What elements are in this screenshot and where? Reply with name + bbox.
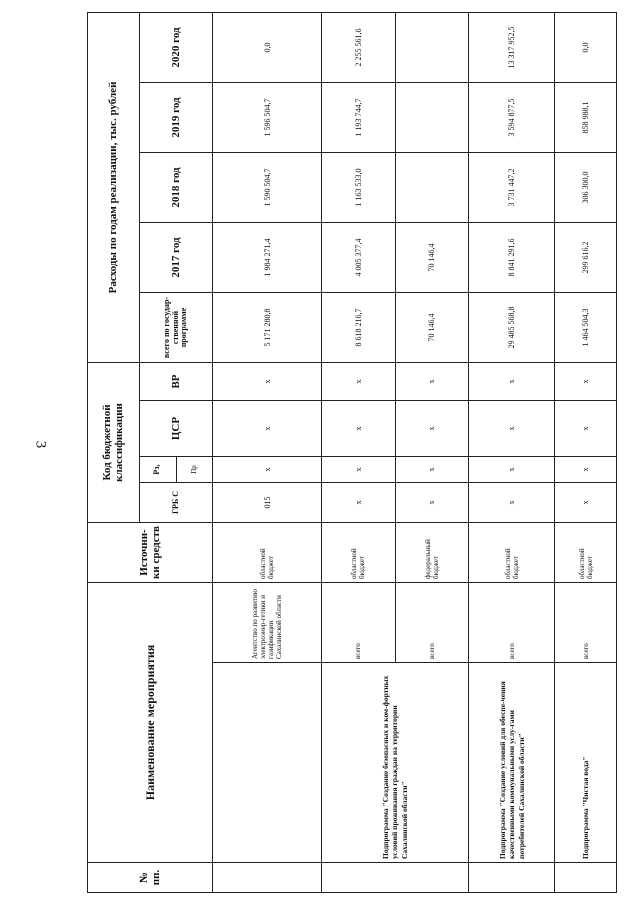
row-vr: x: [469, 363, 555, 401]
row-2018: 1 590 504,7: [213, 153, 321, 223]
row-name: Подпрограмма "Чистая вода": [555, 663, 617, 863]
row-csr: x: [321, 401, 395, 457]
row-total: 1 464 504,3: [555, 293, 617, 363]
row-csr: x: [555, 401, 617, 457]
header-rz: Рз,: [139, 457, 176, 483]
row-source: областной бюджет: [321, 523, 395, 583]
header-grbs: ГРБ С: [139, 483, 213, 523]
table-row: [469, 12, 555, 892]
row-2020: 0,0: [555, 12, 617, 82]
row-2018: 3 731 447,2: [469, 153, 555, 223]
table-row: [213, 12, 321, 892]
row-2017: 4 005 377,4: [321, 223, 395, 293]
row-vr: x: [213, 363, 321, 401]
row-2020: 2 255 561,6: [321, 12, 395, 82]
row-2017: 299 616,2: [555, 223, 617, 293]
row-rzpr: x: [321, 457, 395, 483]
row-vr: x: [321, 363, 395, 401]
row-csr: x: [213, 401, 321, 457]
header-pr: Пр: [176, 457, 213, 483]
row-no: [321, 863, 469, 893]
row-vr: x: [555, 363, 617, 401]
row-2020: [395, 12, 469, 82]
header-2017: 2017 год: [139, 223, 213, 293]
row-rzpr: x: [395, 457, 469, 483]
table-row: [321, 12, 395, 892]
row-csr: x: [469, 401, 555, 457]
row-2017: 70 146,4: [395, 223, 469, 293]
row-grbs: x: [555, 483, 617, 523]
header-name: Наименование мероприятия: [88, 583, 213, 863]
table-row: [555, 12, 617, 892]
row-source: областной бюджет: [555, 523, 617, 583]
row-name: Подпрограмма "Создание безопасных и ком-фортных условий проживания граждан на территории Сахалинской области": [321, 663, 469, 863]
row-source: областной бюджет: [213, 523, 321, 583]
row-2020: 0,0: [213, 12, 321, 82]
row-name: Подпрограмма "Создание условий для обеспе-чения качественными коммунальными услу-гами потребителей Сахалинской области": [469, 663, 555, 863]
row-grbs: x: [469, 483, 555, 523]
row-total: 5 171 280,8: [213, 293, 321, 363]
row-vr: x: [395, 363, 469, 401]
row-executor: всего: [469, 583, 555, 663]
row-source: федеральный бюджет: [395, 523, 469, 583]
row-source: областной бюджет: [469, 523, 555, 583]
row-total: 70 146,4: [395, 293, 469, 363]
row-grbs: x: [395, 483, 469, 523]
header-2020: 2020 год: [139, 12, 213, 82]
row-2020: 13 317 952,5: [469, 12, 555, 82]
row-executor: Агентство по развитию электроэнер-гетики и газификации Сахалинской области: [213, 583, 321, 663]
row-csr: x: [395, 401, 469, 457]
row-rzpr: x: [213, 457, 321, 483]
header-expenses: Расходы по годам реализации, тыс. рублей: [88, 12, 140, 362]
row-2019: 1 596 504,7: [213, 83, 321, 153]
header-source: Источни-ки средств: [88, 523, 213, 583]
header-budget-code: Код бюджетной классификации: [88, 363, 140, 523]
row-2018: [395, 153, 469, 223]
header-csr: ЦСР: [139, 401, 213, 457]
row-total: 29 485 568,8: [469, 293, 555, 363]
row-executor: всего: [395, 583, 469, 663]
row-no: [555, 863, 617, 893]
row-rzpr: x: [555, 457, 617, 483]
row-no: [213, 863, 321, 893]
row-grbs: x: [321, 483, 395, 523]
row-2017: 8 841 291,6: [469, 223, 555, 293]
row-executor: всего: [321, 583, 395, 663]
budget-table: [87, 12, 617, 893]
row-2019: 1 193 744,7: [321, 83, 395, 153]
row-2019: [395, 83, 469, 153]
row-rzpr: x: [469, 457, 555, 483]
row-name: [213, 663, 321, 863]
row-2019: 3 594 877,5: [469, 83, 555, 153]
header-vr: ВР: [139, 363, 213, 401]
page-number: 3: [32, 440, 49, 449]
row-2017: 1 984 271,4: [213, 223, 321, 293]
row-2018: 306 300,0: [555, 153, 617, 223]
row-2019: 858 988,1: [555, 83, 617, 153]
header-total: всего по государ-ственной программе: [139, 293, 213, 363]
row-executor: всего: [555, 583, 617, 663]
header-2019: 2019 год: [139, 83, 213, 153]
row-2018: 1 163 533,0: [321, 153, 395, 223]
header-2018: 2018 год: [139, 153, 213, 223]
row-total: 8 618 216,7: [321, 293, 395, 363]
row-no: [469, 863, 555, 893]
row-grbs: 015: [213, 483, 321, 523]
rotated-table-container: [87, 13, 617, 893]
header-no: № пп.: [88, 863, 213, 893]
